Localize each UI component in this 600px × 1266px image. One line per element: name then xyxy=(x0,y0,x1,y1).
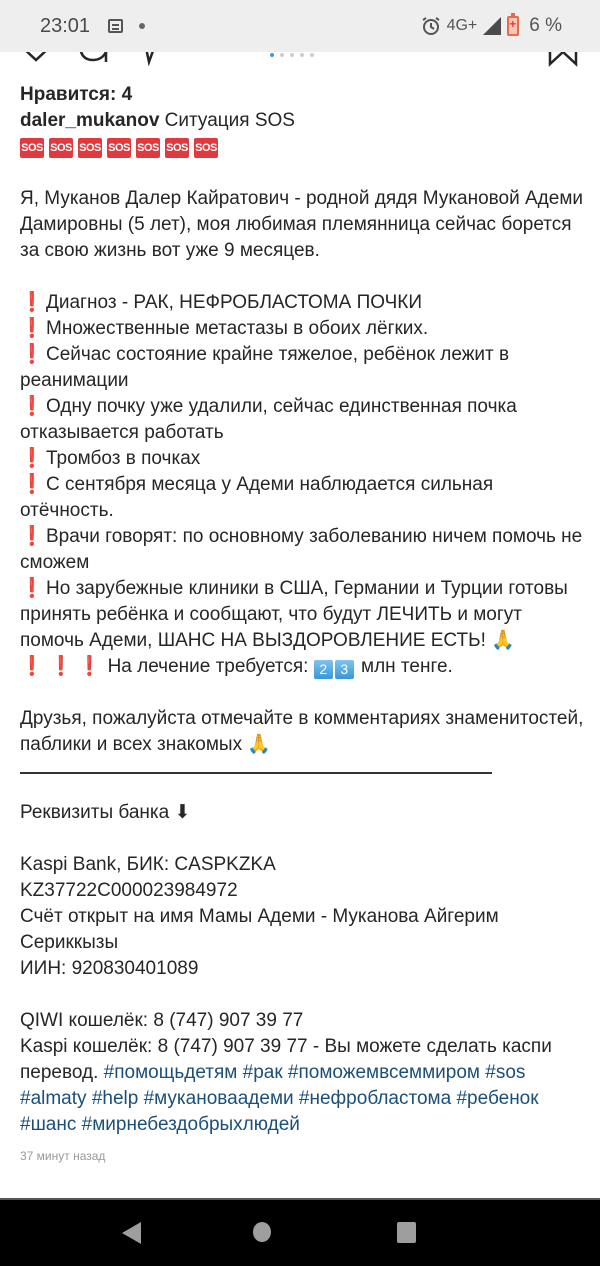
treatment-suffix: млн тенге. xyxy=(355,656,453,677)
status-bar xyxy=(0,0,600,52)
exclamation-icon: ❗ xyxy=(20,396,44,417)
save-bookmark-icon[interactable] xyxy=(546,52,580,68)
exclamation-icon: ❗ xyxy=(20,474,44,495)
hashtag-link[interactable]: #sos xyxy=(485,1062,526,1083)
kaspi-wallet-and-tags xyxy=(20,1034,585,1138)
diagnosis-item xyxy=(20,394,585,446)
diagnosis-item xyxy=(20,472,585,524)
hashtag-link[interactable]: #help xyxy=(91,1088,139,1109)
comment-icon[interactable] xyxy=(76,52,110,68)
hashtag-link[interactable]: #мукановаадеми xyxy=(143,1088,294,1109)
keycap-3-icon: 3 xyxy=(335,660,354,679)
post-action-row xyxy=(0,52,600,78)
exclamation-icon: ❗ xyxy=(20,448,44,469)
android-nav-bar xyxy=(0,1198,600,1266)
clock: 23:01 xyxy=(40,14,91,37)
recent-apps-icon[interactable] xyxy=(397,1222,416,1243)
diagnosis-item xyxy=(20,524,585,576)
hashtag-link[interactable]: #нефробластома xyxy=(298,1088,452,1109)
diagnosis-item xyxy=(20,316,585,342)
more-notifications-dot-icon xyxy=(139,23,145,29)
sos-badge-icon: SOS xyxy=(49,138,73,158)
bank-account: KZ37722C000023984972 xyxy=(20,880,238,901)
caption-title: Ситуация SOS xyxy=(159,110,295,131)
hashtag-link[interactable]: #помощьдетям xyxy=(103,1062,238,1083)
exclamation-icon: ❗ xyxy=(20,292,44,313)
signal-icon xyxy=(483,17,501,35)
diagnosis-item-text: Но зарубежные клиники в США, Германии и Турции готовы принять ребёнка и сообщают, что будут ЛЕЧИТЬ и могут помочь Адеми, ШАНС НА ВЫЗДОРОВЛЕНИЕ ЕСТЬ! 🙏 xyxy=(20,578,568,651)
diagnosis-item xyxy=(20,446,585,472)
hashtag-link[interactable]: #мирнебездобрыхлюдей xyxy=(81,1114,300,1135)
diagnosis-list xyxy=(20,290,585,654)
exclamation-icon: ❗ xyxy=(77,656,102,677)
alarm-icon xyxy=(421,16,441,36)
iin: ИИН: 920830401089 xyxy=(20,958,199,979)
friends-paragraph: Друзья, пожалуйста отмечайте в комментариях знаменитостей, паблики и всех знакомых 🙏 xyxy=(20,708,584,755)
exclamation-icon: ❗ xyxy=(20,344,44,365)
sos-badge-icon: SOS xyxy=(107,138,131,158)
keycap-2-icon: 2 xyxy=(314,660,333,679)
post-timestamp: 37 минут назад xyxy=(20,1149,106,1163)
diagnosis-item-text: Сейчас состояние крайне тяжелое, ребёнок лежит в реанимации xyxy=(20,344,510,391)
like-icon[interactable] xyxy=(18,52,54,68)
carousel-dots xyxy=(270,53,314,57)
network-type: 4G+ xyxy=(446,17,478,34)
hashtag-link[interactable]: #шанс xyxy=(20,1114,77,1135)
diagnosis-item xyxy=(20,342,585,394)
qiwi-wallet: QIWI кошелёк: 8 (747) 907 39 77 xyxy=(20,1010,304,1031)
diagnosis-item-text: Одну почку уже удалили, сейчас единственная почка отказывается работать xyxy=(20,396,517,443)
sos-badge-icon: SOS xyxy=(165,138,189,158)
share-icon[interactable] xyxy=(140,52,160,68)
diagnosis-item-text: Диагноз - РАК, НЕФРОБЛАСТОМА ПОЧКИ xyxy=(46,292,422,313)
treatment-prefix: На лечение требуется: xyxy=(107,656,314,677)
diagnosis-item xyxy=(20,576,585,654)
hashtag-link[interactable]: #almaty xyxy=(20,1088,87,1109)
exclamation-icon: ❗ xyxy=(20,526,44,547)
username-link[interactable]: daler_mukanov xyxy=(20,110,160,131)
exclamation-icon: ❗ xyxy=(48,656,73,677)
account-holder: Счёт открыт на имя Мамы Адеми - Муканова Айгерим Сериккызы xyxy=(20,906,499,953)
sos-badges xyxy=(20,136,585,160)
notification-icon xyxy=(108,19,123,33)
exclamation-icon: ❗ xyxy=(20,318,44,339)
hashtag-link[interactable]: #рак xyxy=(242,1062,283,1083)
diagnosis-item-text: Врачи говорят: по основному заболеванию ничем помочь не сможем xyxy=(20,526,583,573)
caption-header xyxy=(20,108,585,134)
bank-heading: Реквизиты банка ⬇ xyxy=(20,802,191,823)
diagnosis-item-text: Тромбоз в почках xyxy=(46,448,201,469)
back-icon[interactable] xyxy=(122,1222,141,1244)
intro-paragraph: Я, Муканов Далер Кайратович - родной дядя Мукановой Адеми Дамировны (5 лет), моя любимая племянница сейчас борется за свою жизнь вот уже 9 месяцев. xyxy=(20,188,584,261)
sos-badge-icon: SOS xyxy=(20,138,44,158)
post-caption xyxy=(20,82,585,1164)
treatment-line xyxy=(20,654,585,680)
battery-icon xyxy=(507,16,519,36)
diagnosis-item-text: С сентября месяца у Адеми наблюдается сильная отёчность. xyxy=(20,474,494,521)
home-icon[interactable] xyxy=(253,1222,271,1242)
bank-details xyxy=(20,852,585,982)
exclamation-icon: ❗ xyxy=(20,656,44,677)
battery-percent: 6 % xyxy=(529,15,562,36)
diagnosis-item xyxy=(20,290,585,316)
likes-count[interactable]: Нравится: 4 xyxy=(20,84,133,105)
sos-badge-icon: SOS xyxy=(194,138,218,158)
divider xyxy=(20,772,492,774)
bank-name: Kaspi Bank, БИК: CASPKZKA xyxy=(20,854,276,875)
exclamation-icon: ❗ xyxy=(20,578,44,599)
kaspi-wallet: Kaspi кошелёк: 8 (747) 907 39 77 - Вы можете сделать каспи перевод. xyxy=(20,1036,552,1083)
sos-badge-icon: SOS xyxy=(136,138,160,158)
hashtag-link[interactable]: #ребенок xyxy=(456,1088,539,1109)
diagnosis-item-text: Множественные метастазы в обоих лёгких. xyxy=(46,318,429,339)
sos-badge-icon: SOS xyxy=(78,138,102,158)
hashtag-link[interactable]: #поможемвсеммиром xyxy=(287,1062,480,1083)
